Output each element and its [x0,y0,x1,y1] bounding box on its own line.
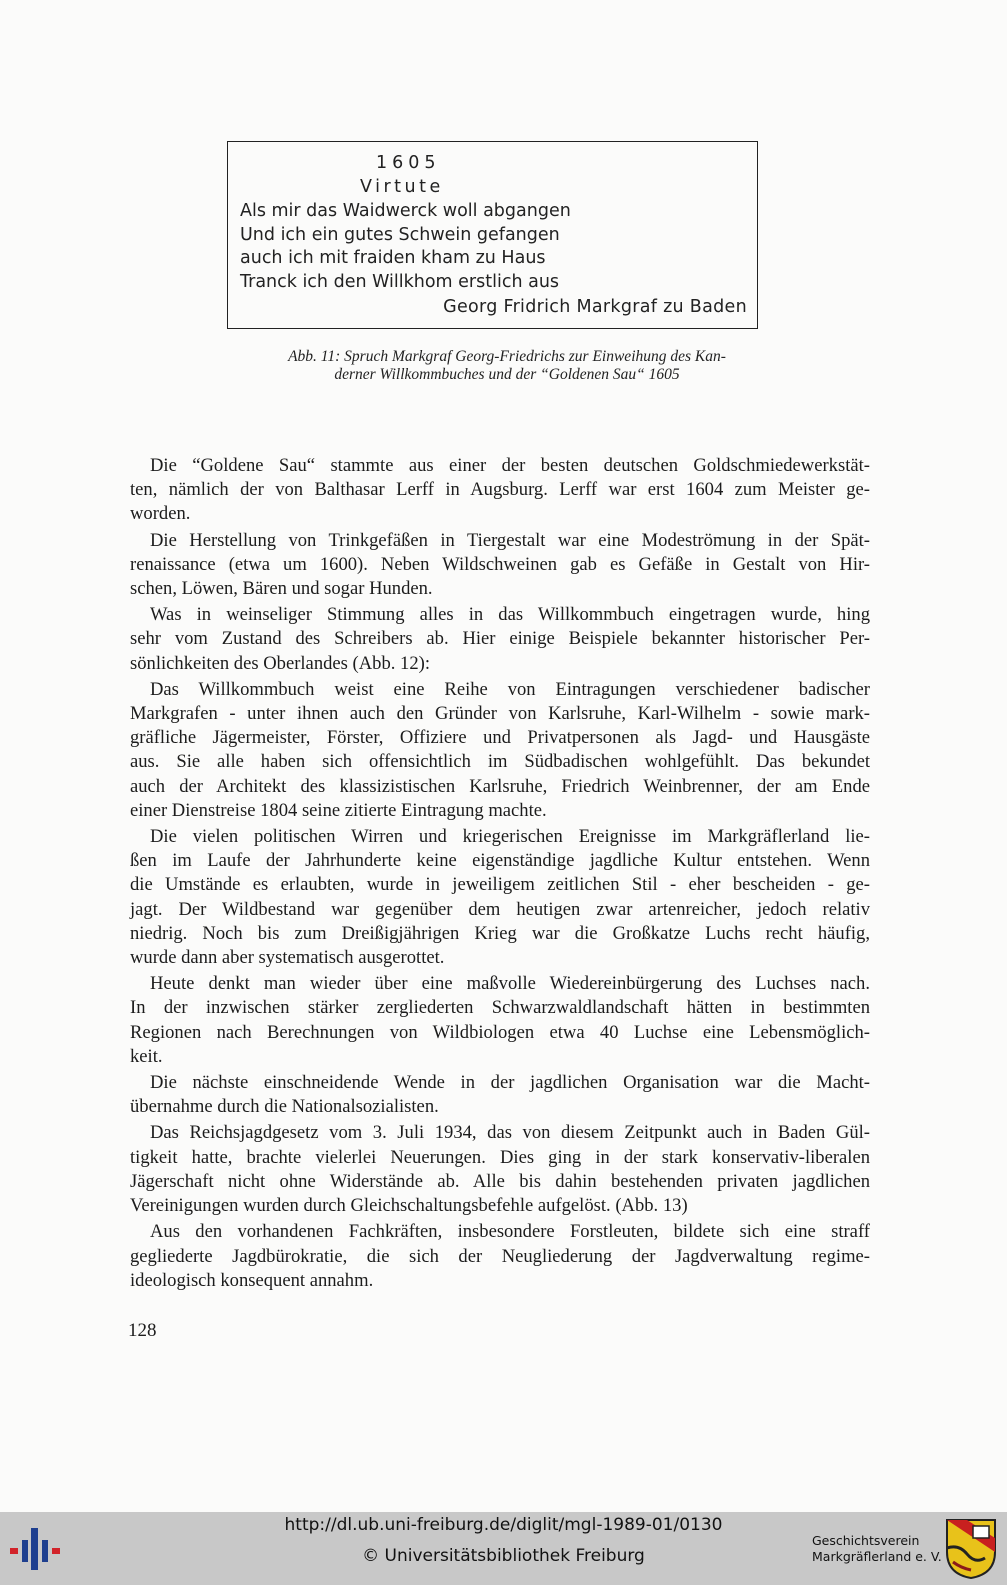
text-line: Regionen nach Berechnungen von Wildbiologen etwa 40 Luchse eine Lebensmöglich- [130,1021,870,1043]
text-line: Was in weinseliger Stimmung alles in das Willkommbuch eingetragen wurde, hing [150,604,870,626]
text-line: tigkeit hatte, brachte vielerlei Neuerungen. Dies ging in der stark konservativ-liberalen [130,1146,870,1168]
text-line: Das Willkommbuch weist eine Reihe von Eintragungen verschiedener badischer [150,678,870,700]
quote-verse: Als mir das Waidwerck woll abgangen [240,201,571,221]
body-text [130,454,870,1295]
caption-line: Abb. 11: Spruch Markgraf Georg-Friedrichs zur Einweihung des Kan- [288,348,726,365]
text-line: übernahme durch die Nationalsozialisten. [130,1096,439,1118]
quote-motto: Virtute [360,177,444,197]
text-line: Aus den vorhandenen Fachkräften, insbesondere Forstleuten, bildete sich eine straff [150,1221,870,1243]
text-line: Die “Goldene Sau“ stammte aus einer der besten deutschen Goldschmiedewerkstät- [150,455,870,476]
footer-copyright: © Universitätsbibliothek Freiburg [362,1546,645,1566]
coat-of-arms-icon [945,1518,997,1580]
text-line: aus. Sie alle haben sich offensichtlich im Südbadischen wohlgefühlt. Das bekundet [130,751,870,773]
body-paragraph [130,825,870,970]
quote-year: 1605 [376,153,441,173]
body-paragraph [130,972,870,1069]
text-line: ßen im Laufe der Jahrhunderte keine eigenständige jagdliche Kultur entstehen. Wenn [130,850,870,872]
text-line: gegliederte Jagdbürokratie, die sich der Neugliederung der Jagdverwaltung regime- [130,1245,870,1267]
body-paragraph [130,529,870,602]
text-line: jagt. Der Wildbestand war gegenüber dem heutigen zwar artenreicher, jedoch relativ [130,898,870,920]
quote-verse: Und ich ein gutes Schwein gefangen [240,224,560,245]
footer-bar [0,1512,1007,1585]
quote-verse: Tranck ich den Willkhom erstlich aus [240,271,560,292]
text-line: wurde dann aber systematisch ausgerottet. [130,947,445,969]
body-paragraph [130,1071,870,1119]
text-line: einer Dienstreise 1804 seine zitierte Eintragung machte. [130,799,547,821]
text-line: worden. [130,503,191,525]
society-name-line: Markgräflerland e. V. [812,1549,942,1564]
text-line: Heute denkt man wieder über eine maßvolle Wiedereinbürgerung des Luchses nach. [150,973,870,995]
body-paragraph [130,678,870,823]
text-line: Das Reichsjagdgesetz vom 3. Juli 1934, das von diesem Zeitpunkt auch in Baden Gül- [150,1122,870,1144]
figure-caption [227,348,787,384]
text-line: sehr vom Zustand des Schreibers ab. Hier einige Beispiele bekannter historischer Per- [130,628,870,650]
body-paragraph [130,1121,870,1218]
text-line: Markgrafen - unter ihnen auch den Gründer von Karlsruhe, Karl-Wilhelm - sowie mark- [130,703,870,725]
text-line: Vereinigungen wurden durch Gleichschaltungsbefehle aufgelöst. (Abb. 13) [130,1195,688,1217]
quote-verse: auch ich mit fraiden kham zu Haus [240,248,546,268]
text-line: sönlichkeiten des Oberlandes (Abb. 12): [130,652,431,674]
quote-signature: Georg Fridrich Markgraf zu Baden [443,297,747,317]
caption-line: derner Willkommbuches und der “Goldenen Sau“ 1605 [334,366,680,383]
quote-verses [240,200,571,294]
text-line: auch der Architekt des klassizistischen Karlsruhe, Friedrich Weinbrenner, der am Ende [130,775,870,797]
text-line: Die nächste einschneidende Wende in der jagdlichen Organisation war die Macht- [150,1072,870,1094]
text-line: schen, Löwen, Bären und sogar Hunden. [130,578,433,600]
body-paragraph [130,603,870,676]
footer-url-link[interactable]: http://dl.ub.uni-freiburg.de/diglit/mgl-1989-01/0130 [284,1515,723,1535]
text-line: Die vielen politischen Wirren und kriegerischen Ereignisse im Markgräflerland lie- [150,826,870,848]
text-line: keit. [130,1045,163,1067]
text-line: niedrig. Noch bis zum Dreißigjährigen Krieg war die Großkatze Luchs recht häufig, [130,922,870,944]
text-line: Jägerschaft nicht ohne Widerstände ab. Alle bis dahin bestehenden privaten jagdlichen [130,1170,870,1192]
society-name-line: Geschichtsverein [812,1533,920,1548]
text-line: gräfliche Jägermeister, Förster, Offiziere und Privatpersonen als Jagd- und Hausgäste [130,727,870,749]
text-line: In der inzwischen stärker zergliederten Schwarzwaldlandschaft hätten in bestimmten [130,997,870,1019]
text-line: die Umstände es erlaubten, wurde in jeweiligem zeitlichen Stil - eher bescheiden - ge- [130,874,870,896]
quote-box [227,141,758,329]
text-line: renaissance (etwa um 1600). Neben Wildschweinen gab es Gefäße in Gestalt von Hir- [130,553,870,575]
text-line: ten, nämlich der von Balthasar Lerff in Augsburg. Lerff war erst 1604 zum Meister ge- [130,479,870,501]
text-line: ideologisch konsequent annahm. [130,1269,374,1291]
text-line: Die Herstellung von Trinkgefäßen in Tiergestalt war eine Modeströmung in der Spät- [150,529,870,551]
body-paragraph [130,454,870,527]
body-paragraph [130,1220,870,1293]
society-name [812,1533,942,1565]
page-number: 128 [128,1320,157,1341]
